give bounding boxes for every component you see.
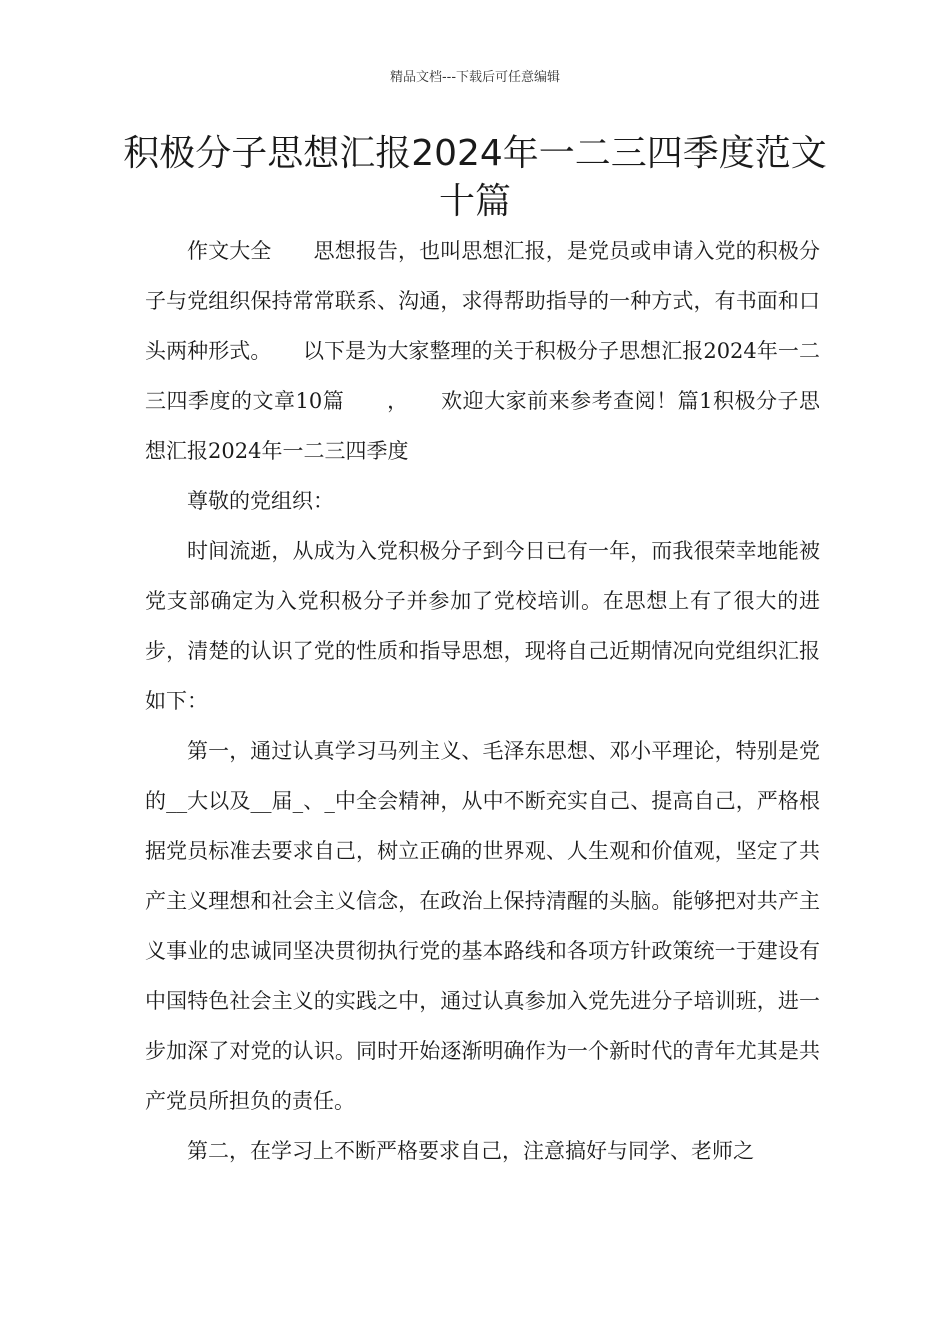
page-header: 精品文档---下载后可任意编辑 [389, 70, 561, 85]
body-paragraph: 第二，在学习上不断严格要求自己，注意搞好与同学、老师之 [187, 1139, 754, 1163]
document-title: 积极分子思想汇报2024年一二三四季度范文十篇 [123, 133, 827, 222]
salutation: 尊敬的党组织： [187, 489, 334, 513]
intro-paragraph: 作文大全 思想报告，也叫思想汇报，是党员或申请入党的积极分子与党组织保持常常联系、沟通，求得帮助指导的一种方式，有书面和口头两种形式。 以下是为大家整理的关于积极分子思想汇报2024年一二三四季度的文章10篇 ， 欢迎大家前来参考查阅！篇1积极分子思想汇报2024年一二三四季度 [145, 239, 820, 463]
body-paragraph: 时间流逝，从成为入党积极分子到今日已有一年，而我很荣幸地能被党支部确定为入党积极分子并参加了党校培训。在思想上有了很大的进步，清楚的认识了党的性质和指导思想，现将自己近期情况向党组织汇报如下： [145, 539, 820, 713]
document-body [145, 226, 820, 1176]
body-paragraph: 第一，通过认真学习马列主义、毛泽东思想、邓小平理论，特别是党的__大以及__届_、_中全会精神，从中不断充实自己、提高自己，严格根据党员标准去要求自己，树立正确的世界观、人生观和价值观，坚定了共产主义理想和社会主义信念，在政治上保持清醒的头脑。能够把对共产主义事业的忠诚同坚决贯彻执行党的基本路线和各项方针政策统一于建设有中国特色社会主义的实践之中，通过认真参加入党先进分子培训班，进一步加深了对党的认识。同时开始逐渐明确作为一个新时代的青年尤其是共产党员所担负的责任。 [145, 739, 820, 1113]
